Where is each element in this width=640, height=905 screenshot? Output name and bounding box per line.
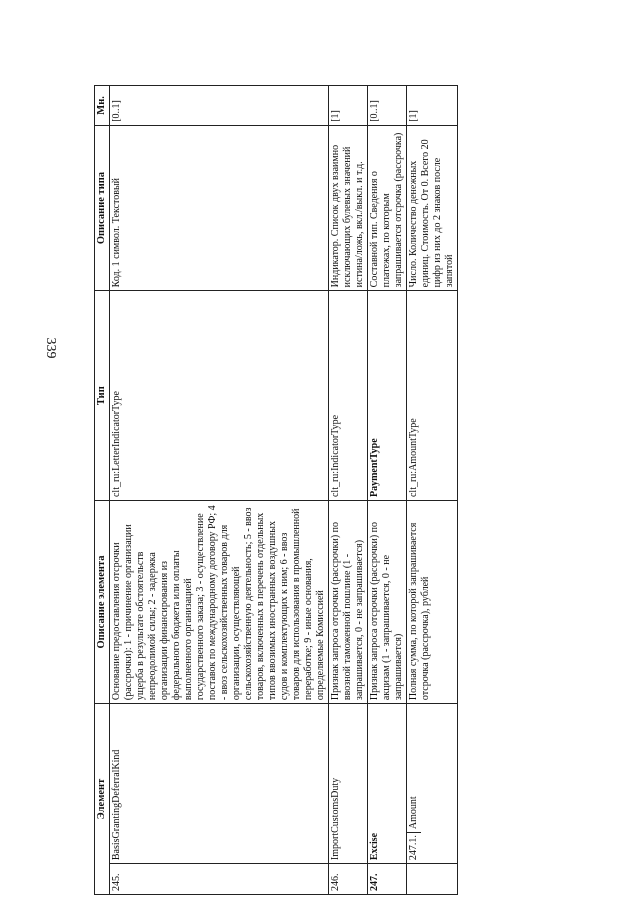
- row-number: 247.1.: [407, 832, 421, 863]
- element-type: clt_ru:IndicatorType: [329, 291, 368, 501]
- page-number: 339: [43, 337, 58, 359]
- element-type: PaymentType: [368, 291, 407, 501]
- header-type: Тип: [95, 291, 110, 501]
- element-name: Amount: [408, 796, 419, 830]
- element-name: BasisGrantingDeferralKind: [110, 704, 329, 864]
- element-type: clt_ru:LetterIndicatorType: [110, 291, 329, 501]
- element-name: ImportCustomsDuty: [329, 704, 368, 864]
- row-indent: [407, 864, 458, 895]
- table-header-row: [95, 86, 110, 895]
- row-number: 246.: [329, 864, 368, 895]
- multiplicity: [0..1]: [110, 86, 329, 126]
- table-row: [407, 86, 458, 895]
- elements-table: [94, 85, 458, 895]
- header-element: Элемент: [95, 704, 110, 895]
- element-description: Признак запроса отсрочки (рассрочки) по ввозной таможенной пошлине (1 - запрашивается, 0 - не запрашивается): [329, 501, 368, 704]
- table-row: [110, 86, 329, 895]
- nested-element-cell: [407, 704, 458, 864]
- element-type: clt_ru:AmountType: [407, 291, 458, 501]
- header-mn: Мн.: [95, 86, 110, 126]
- row-number: 247.: [368, 864, 407, 895]
- multiplicity: [1]: [329, 86, 368, 126]
- table-row: [368, 86, 407, 895]
- type-description: Число. Количество денежных единиц. Стоимость. От 0. Всего 20 цифр из них до 2 знаков после запятой: [407, 125, 458, 291]
- element-description: Полная сумма, по которой запрашивается отсрочка (рассрочка), рублей: [407, 501, 458, 704]
- multiplicity: [1]: [407, 86, 458, 126]
- type-description: Код. 1 символ. Текстовый: [110, 125, 329, 291]
- header-type-description: Описание типа: [95, 125, 110, 291]
- table-row: [329, 86, 368, 895]
- type-description: Индикатор. Список двух взаимно исключающих булевых значений истина/ложь, вкл./выкл. и т.д.: [329, 125, 368, 291]
- multiplicity: [0..1]: [368, 86, 407, 126]
- element-description: Признак запроса отсрочки (рассрочки) по акцизам (1 - запрашивается, 0 - не запрашивается): [368, 501, 407, 704]
- element-name: Excise: [368, 704, 407, 864]
- row-number: 245.: [110, 864, 329, 895]
- header-description: Описание элемента: [95, 501, 110, 704]
- element-description: Основание предоставления отсрочки (рассрочки): 1 - причинение организации ущерба в результате обстоятельств непреодолимой силы; 2 - задержка организации финансирования из федерального бюджета или оплаты выполненного организацией государственного заказа; 3 - осуществление поставок по международному договору РФ; 4 - ввоз сельскохозяйственных товаров для организации, осуществляющей сельскохозяйственную деятельность; 5 - ввоз товаров, включенных в перечень отдельных типов ввозимых иностранных воздушных судов и комплектующих к ним; 6 - ввоз товаров для использования в промышленной переработке; 9 - иные основания, определяемые Комиссией: [110, 501, 329, 704]
- type-description: Составной тип. Сведения о платежах, по которым запрашивается отсрочка (рассрочка): [368, 125, 407, 291]
- rotated-table-wrapper: [94, 85, 532, 895]
